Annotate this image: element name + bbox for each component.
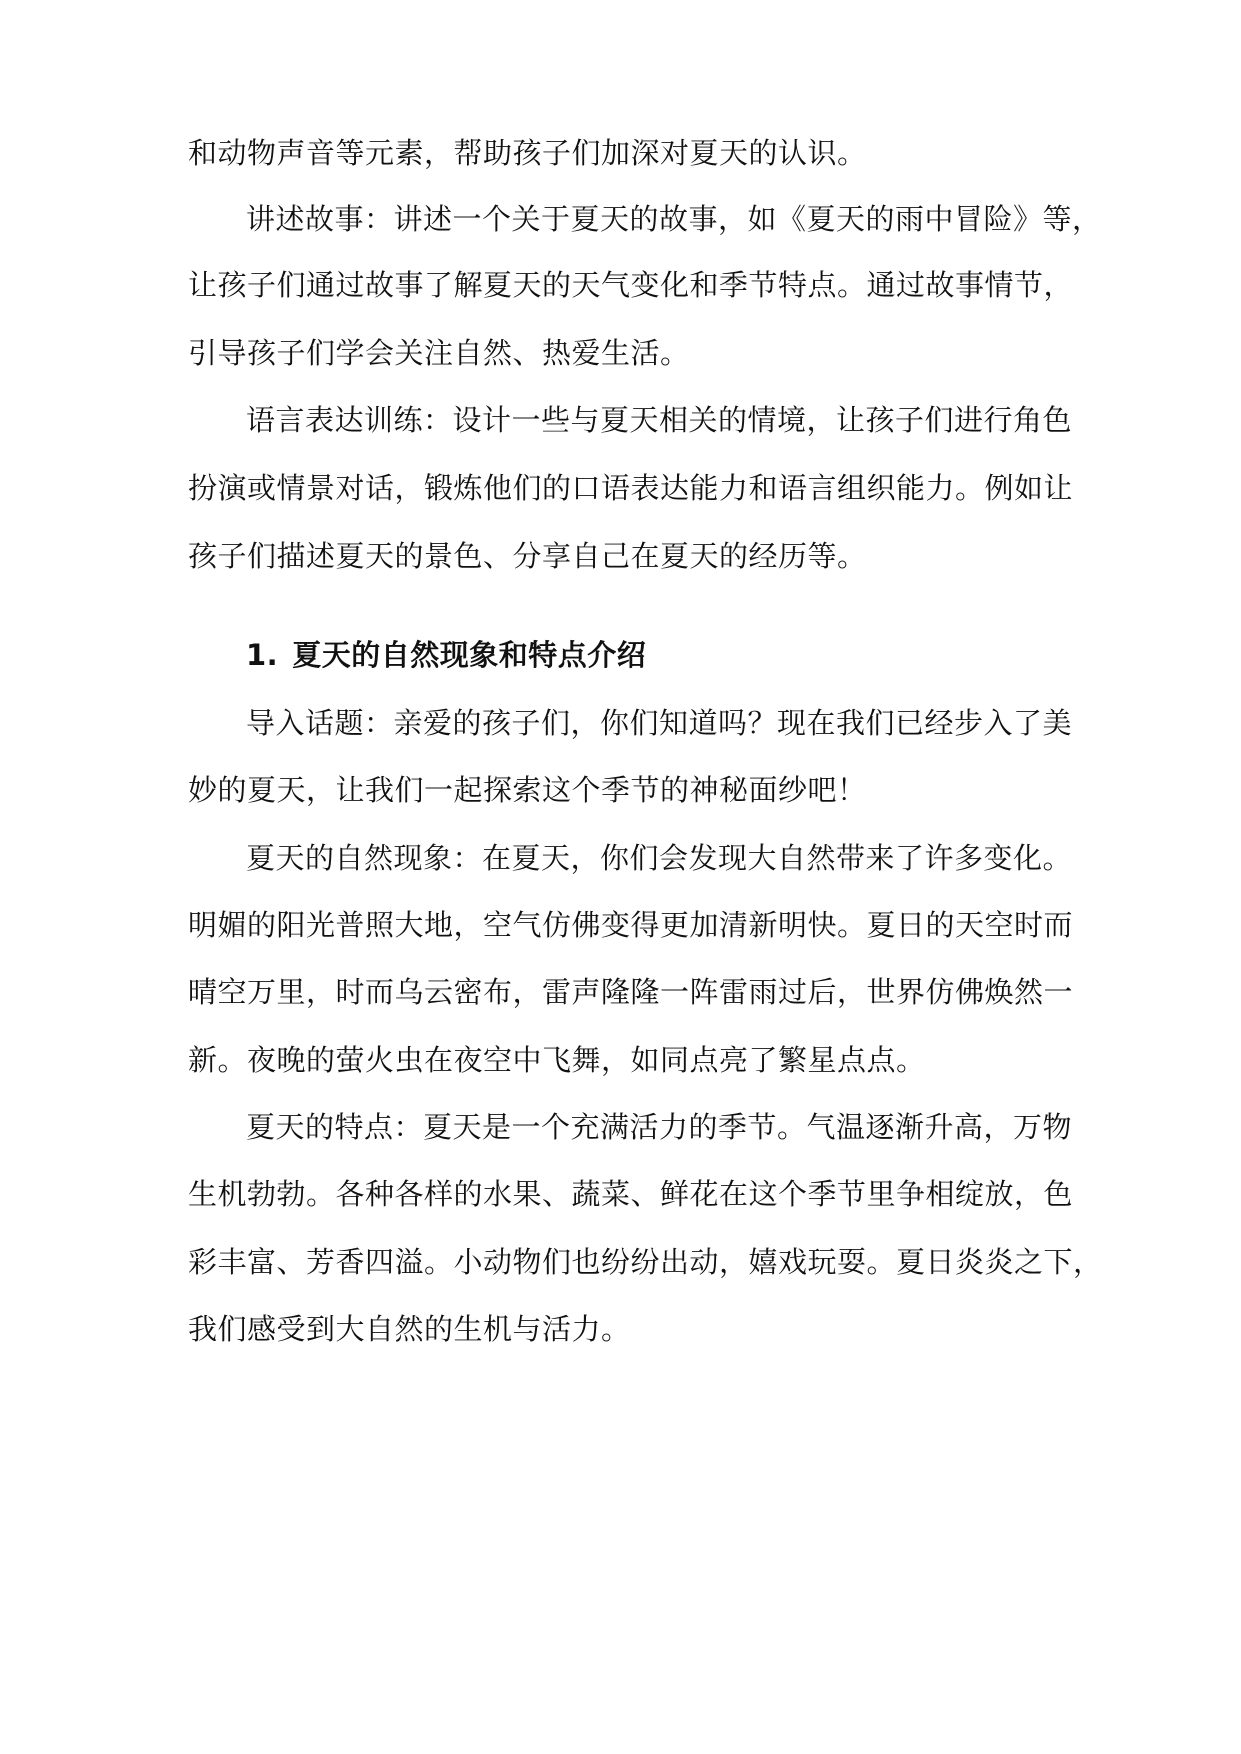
paragraph-line: 我们感受到大自然的生机与活力。 xyxy=(188,1312,631,1346)
paragraph-line: 语言表达训练：设计一些与夏天相关的情境，让孩子们进行角色 xyxy=(246,403,1073,437)
paragraph-line: 导入话题：亲爱的孩子们，你们知道吗？现在我们已经步入了美 xyxy=(246,706,1073,740)
paragraph-line: 引导孩子们学会关注自然、热爱生活。 xyxy=(188,336,690,370)
paragraph-line: 明媚的阳光普照大地，空气仿佛变得更加清新明快。夏日的天空时而 xyxy=(188,908,1074,942)
paragraph-line: 夏天的自然现象：在夏天，你们会发现大自然带来了许多变化。 xyxy=(246,841,1073,875)
paragraph-line: 妙的夏天，让我们一起探索这个季节的神秘面纱吧！ xyxy=(188,773,867,807)
paragraph-line: 让孩子们通过故事了解夏天的天气变化和季节特点。通过故事情节， xyxy=(188,268,1074,302)
paragraph-line: 生机勃勃。各种各样的水果、蔬菜、鲜花在这个季节里争相绽放，色 xyxy=(188,1177,1074,1211)
paragraph-line: 讲述故事：讲述一个关于夏天的故事，如《夏天的雨中冒险》等， xyxy=(246,202,1102,236)
paragraph-line: 扮演或情景对话，锻炼他们的口语表达能力和语言组织能力。例如让 xyxy=(188,471,1074,505)
section-title: 夏天的自然现象和特点介绍 xyxy=(292,638,647,672)
paragraph-line: 彩丰富、芳香四溢。小动物们也纷纷出动，嬉戏玩耍。夏日炎炎之下， xyxy=(188,1245,1103,1279)
paragraph-line: 晴空万里，时而乌云密布，雷声隆隆一阵雷雨过后，世界仿佛焕然一 xyxy=(188,975,1074,1009)
intro-tail-line: 和动物声音等元素，帮助孩子们加深对夏天的认识。 xyxy=(188,136,867,170)
paragraph-line: 孩子们描述夏天的景色、分享自己在夏天的经历等。 xyxy=(188,539,867,573)
paragraph-line: 新。夜晚的萤火虫在夜空中飞舞，如同点亮了繁星点点。 xyxy=(188,1043,926,1077)
paragraph-line: 夏天的特点：夏天是一个充满活力的季节。气温逐渐升高，万物 xyxy=(246,1110,1073,1144)
section-heading xyxy=(246,635,1068,675)
section-number: 1. xyxy=(246,638,279,672)
